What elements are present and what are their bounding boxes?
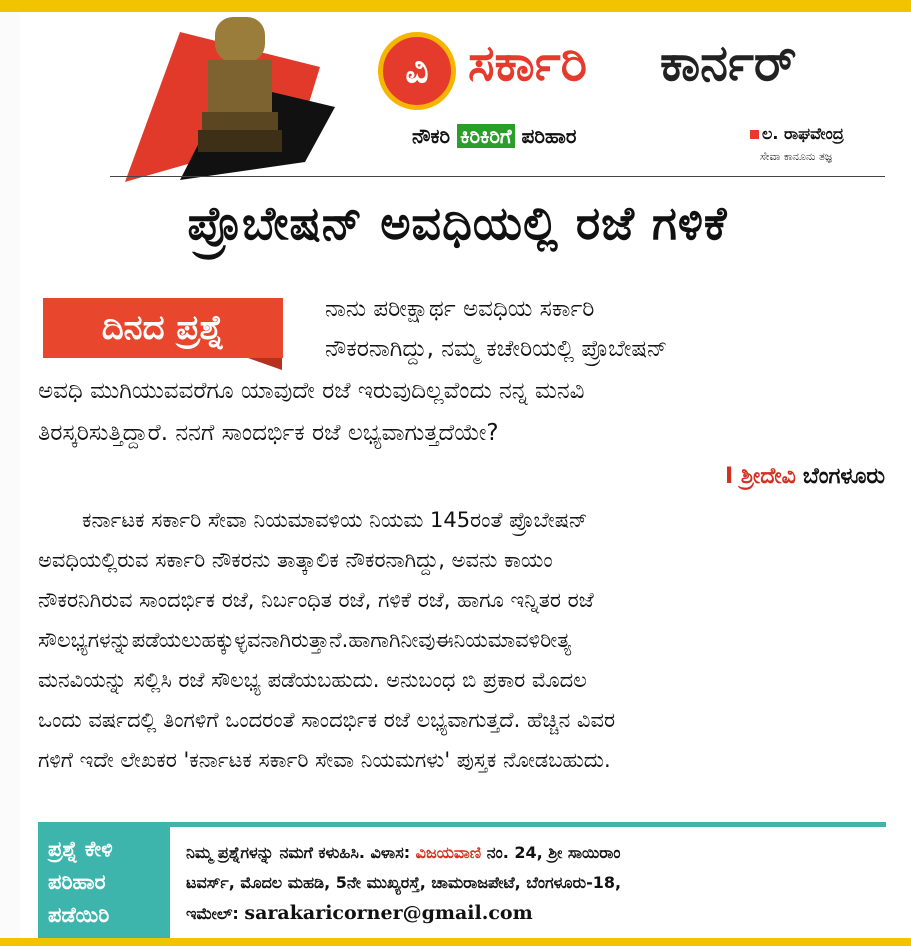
email-label: ಇಮೇಲ್: — [186, 904, 245, 923]
author-byline — [750, 124, 844, 144]
asker-city: ಬೆಂಗಳೂರು — [802, 464, 885, 489]
byline-square-icon — [750, 130, 759, 139]
column-tagline — [412, 124, 576, 148]
contact-label — [38, 827, 170, 938]
question-line: ತಿರಸ್ಕರಿಸುತ್ತಿದ್ದಾರೆ. ನನಗೆ ಸಾಂದರ್ಭಿಕ ರಜೆ ಲಭ್ಯವಾಗುತ್ತದೆಯೇ? — [38, 420, 499, 446]
tagline-b: ಪರಿಹಾರ — [521, 124, 577, 148]
author-role: ಸೇವಾ ಕಾನೂನು ತಜ್ಞ — [760, 150, 833, 163]
asker-bar-icon: I — [724, 464, 741, 489]
contact-box — [38, 822, 886, 938]
paper-name: ವಿಜಯವಾಣಿ — [415, 843, 482, 862]
answer-line: ಕರ್ನಾಟಕ ಸರ್ಕಾರಿ ಸೇವಾ ನಿಯಮಾವಳಿಯ ನಿಯಮ 145ರಂತೆ ಪ್ರೊಬೇಷನ್ — [82, 508, 588, 532]
answer-line: ನೌಕರನಿಗಿರುವ ಸಾಂದರ್ಭಿಕ ರಜೆ, ನಿರ್ಬಂಧಿತ ರಜೆ, ಗಳಿಕೆ ರಜೆ, ಹಾಗೂ ಇನ್ನಿತರ ರಜೆ — [38, 588, 594, 612]
tagline-highlight: ಕಿರಿಕಿರಿಗೆ — [457, 124, 514, 148]
emblem-graphic — [120, 12, 340, 182]
contact-label-line: ಪಡೆಯಿರಿ — [48, 903, 110, 927]
contact-line-2: ಟವರ್ಸ್, ಮೊದಲ ಮಹಡಿ, 5ನೇ ಮುಖ್ಯರಸ್ತೆ, ಚಾಮರಾಜಪೇಟೆ, ಬೆಂಗಳೂರು-18, — [186, 873, 622, 892]
column-name-part2: ಕಾರ್ನರ್ — [660, 34, 797, 92]
question-badge: ದಿನದ ಪ್ರಶ್ನೆ — [43, 298, 283, 358]
header-divider — [110, 176, 885, 177]
question-badge-tail — [248, 358, 282, 370]
article-headline: ಪ್ರೊಬೇಷನ್ ಅವಧಿಯಲ್ಲಿ ರಜೆ ಗಳಿಕೆ — [187, 196, 728, 250]
column-name-part1: ಸರ್ಕಾರಿ — [468, 34, 587, 92]
contact-label-line: ಪ್ರಶ್ನೆ ಕೇಳಿ — [48, 837, 113, 861]
asker-name: ಶ್ರೀದೇವಿ — [740, 464, 796, 489]
tagline-a: ನೌಕರಿ — [412, 124, 451, 148]
question-line: ಅವಧಿ ಮುಗಿಯುವವರೆಗೂ ಯಾವುದೇ ರಜೆ ಇರುವುದಿಲ್ಲವೆಂದು ನನ್ನ ಮನವಿ — [38, 378, 585, 404]
answer-line: ಒಂದು ವರ್ಷದಲ್ಲಿ ತಿಂಗಳಿಗೆ ಒಂದರಂತೆ ಸಾಂದರ್ಭಿಕ ರಜೆ ಲಭ್ಯವಾಗುತ್ತದೆ. ಹೆಚ್ಚಿನ ವಿವರ — [38, 708, 616, 732]
email-link[interactable]: sarakaricorner@gmail.com — [244, 902, 533, 924]
contact-address-start: ನಂ. 24, ಶ್ರೀ ಸಾಯಿರಾಂ — [481, 843, 621, 862]
contact-intro: ನಿಮ್ಮ ಪ್ರಶ್ನೆಗಳನ್ನು ನಮಗೆ ಕಳುಹಿಸಿ. ವಿಳಾಸ: — [186, 843, 416, 862]
contact-line-1 — [186, 838, 876, 868]
contact-details — [186, 838, 876, 929]
question-line: ನೌಕರನಾಗಿದ್ದು, ನಮ್ಮ ಕಚೇರಿಯಲ್ಲಿ ಪ್ರೊಬೇಷನ್ — [325, 336, 668, 362]
asker-credit — [725, 464, 885, 489]
logo-badge: ವಿ — [378, 32, 456, 110]
author-name: ಲ. ರಾಘವೇಂದ್ರ — [762, 124, 844, 143]
question-line: ನಾನು ಪರೀಕ್ಷಾರ್ಥ ಅವಧಿಯ ಸರ್ಕಾರಿ — [325, 296, 595, 322]
contact-label-line: ಪರಿಹಾರ — [48, 870, 106, 894]
answer-line: ಗಳಿಗೆ ಇದೇ ಲೇಖಕರ 'ಕರ್ನಾಟಕ ಸರ್ಕಾರಿ ಸೇವಾ ನಿಯಮಗಳು' ಪುಸ್ತಕ ನೋಡಬಹುದು. — [38, 748, 611, 772]
answer-line: ಮನವಿಯನ್ನು ಸಲ್ಲಿಸಿ ರಜೆ ಸೌಲಭ್ಯ ಪಡೆಯಬಹುದು. ಅನುಬಂಧ ಬಿ ಪ್ರಕಾರ ಮೊದಲ — [38, 668, 587, 692]
left-margin — [0, 12, 20, 938]
contact-line-3 — [186, 898, 876, 929]
top-yellow-bar — [0, 0, 911, 12]
column-header — [20, 12, 890, 182]
answer-line: ಸೌಲಭ್ಯಗಳನ್ನುಪಡೆಯಲುಹಕ್ಕುಳ್ಳವನಾಗಿರುತ್ತಾನೆ.ಹಾಗಾಗಿನೀವುಈನಿಯಮಾವಳಿರೀತ್ಯ — [38, 628, 572, 652]
bottom-yellow-bar — [0, 938, 911, 946]
answer-line: ಅವಧಿಯಲ್ಲಿರುವ ಸರ್ಕಾರಿ ನೌಕರನು ತಾತ್ಕಾಲಿಕ ನೌಕರನಾಗಿದ್ದು, ಅವನು ಕಾಯಂ — [38, 548, 553, 572]
